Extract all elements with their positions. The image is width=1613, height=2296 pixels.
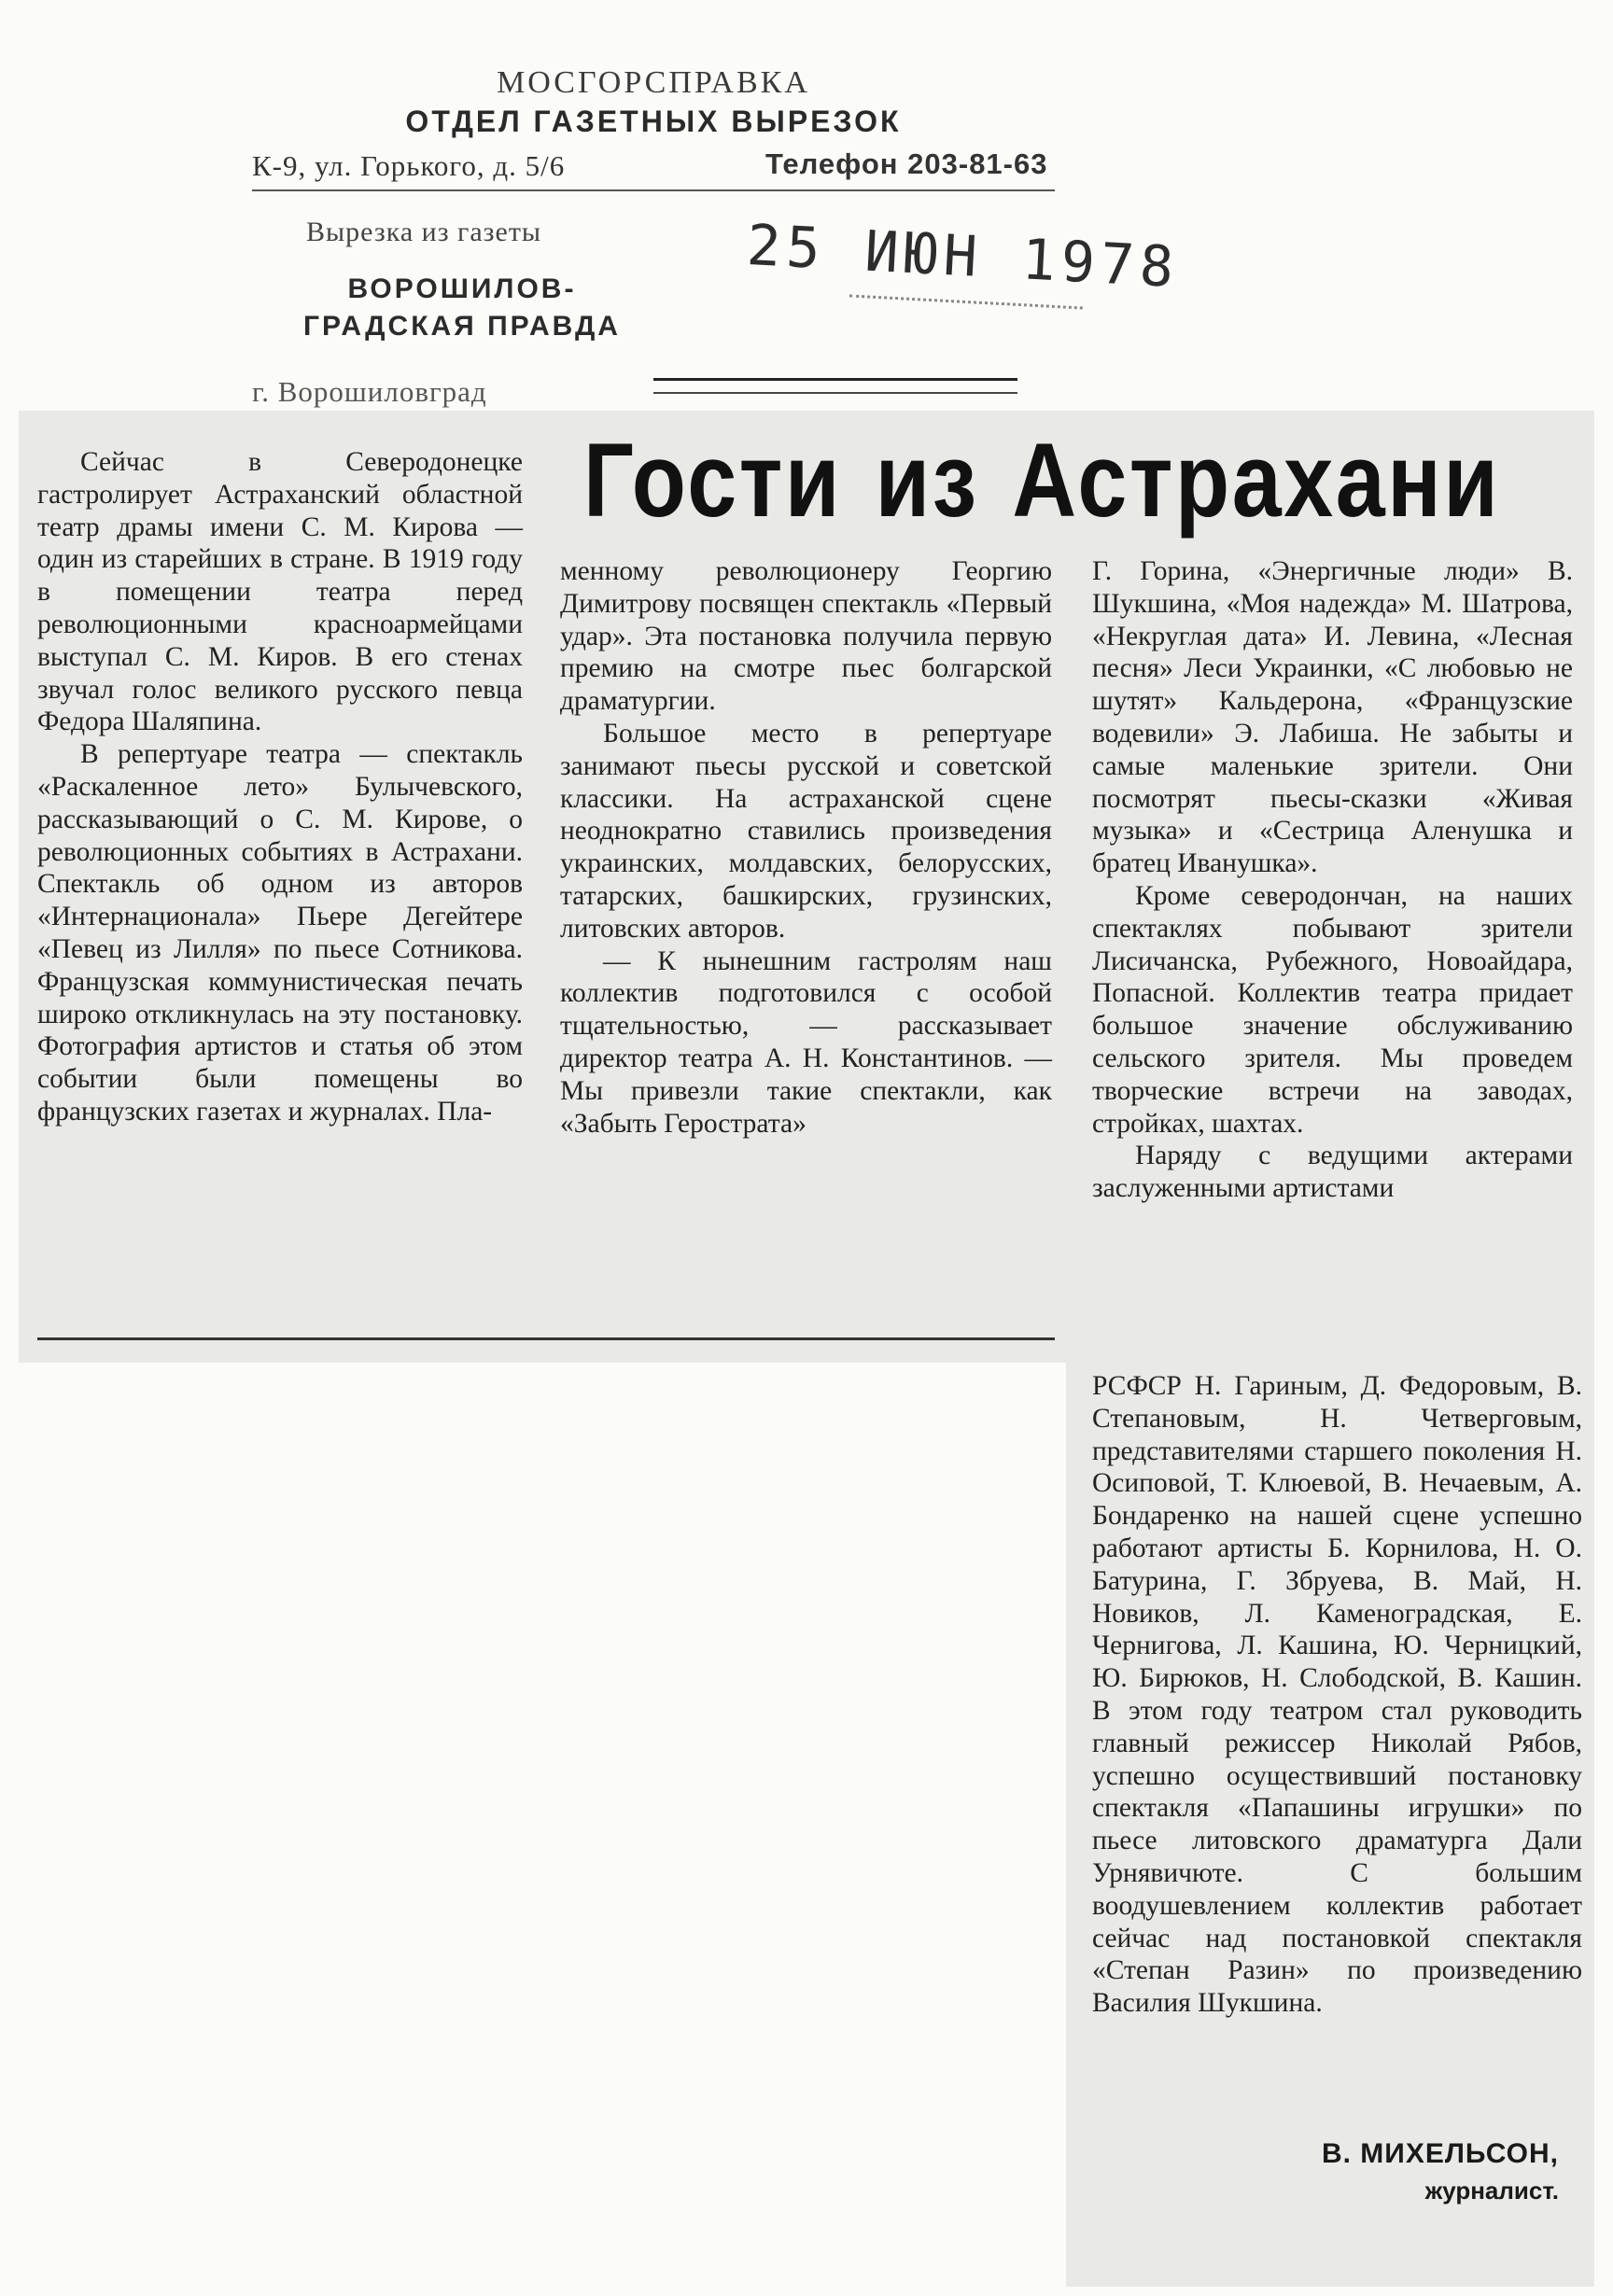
header-rule-thin [653,392,1017,394]
paragraph: Г. Горина, «Энергичные люди» В. Шукшина, «Моя надежда» М. Шатрова, «Некруглая дата» И. Левина, «Лесная песня» Леси Украинки, «С любовью не шутят» Кальдерона, «Французские водевили» Э. Лабиша. Не забыты и самые маленькие зрители. Они посмотрят пьесы-сказки «Живая музыка» и «Сестрица Аленушка и братец Иванушка». [1092,556,1573,879]
stamp-underline [849,294,1083,309]
department-name: ОТДЕЛ ГАЗЕТНЫХ ВЫРЕЗОК [405,105,902,138]
paragraph: РСФСР Н. Гариным, Д. Федоровым, В. Степановым, Н. Четверговым, представителями старшего поколения Н. Осиповой, Т. Клюевой, В. Нечаевым, А. Бондаренко на нашей сцене успешно работают артисты Б. Корнилова, Н. О. Батурина, Г. Збруева, В. Май, Н. Новиков, Л. Каменоградская, Е. Чернигова, Л. Кашина, Ю. Черницкий, Ю. Бирюков, Н. Слободской, В. Кашин. В этом году театром стал руководить главный режиссер Николай Рябов, успешно осуществивший постановку спектакля «Папашины игрушки» по пьесе литовского драматурга Дали Урнявичюте. С большим воодушевлением коллектив работает сейчас над постановкой спектакля «Степан Разин» по произведению Василия Шукшина. [1092,1371,1582,2019]
paragraph: — К нынешним гастролям наш коллектив подготовился с особой тщательностью, — рассказывает директор театра А. Н. Константинов. — Мы привезли такие спектакли, как «Забыть Герострата» [560,945,1052,1139]
header-divider [252,189,1055,191]
newspaper-name-line2: ГРАДСКАЯ ПРАВДА [303,311,621,342]
newspaper-name-line1: ВОРОШИЛОВ- [347,273,577,304]
headline-word-3: Астрахани [1012,422,1501,539]
newspaper-city: г. Ворошиловград [252,375,487,408]
agency-name: МОСГОРСПРАВКА [497,65,810,100]
newspaper-name [261,271,663,345]
article-headline [583,420,1501,541]
paragraph: менному революционеру Георгию Димитрову посвящен спектакль «Первый удар». Эта постановка получила первую премию на смотре пьес болгарской драматургии. [560,556,1052,717]
paragraph: В репертуаре театра — спектакль «Раскаленное лето» Булычевского, рассказывающий о С. М. Кирове, о революционных событиях в Астрахани. Спектакль об одном из авторов «Интернационала» Пьере Дегейтере «Певец из Лилля» по пьесе Сотникова. Французская коммунистическая печать широко откликнулась на эту постановку. Фотография артистов и статья об этом событии были помещены во французских газетах и журналах. Пла- [37,739,523,1127]
column-bottom-rule [37,1337,1055,1340]
author-role: журналист. [1424,2177,1559,2205]
clipping-source-label: Вырезка из газеты [306,217,542,247]
paragraph: Кроме северодончан, на наших спектаклях побывают зрители Лисичанска, Рубежного, Новоайдара, Попасной. Коллектив театра придает большое значение обслуживанию сельского зрителя. Мы проведем творческие встречи на заводах, стройках, шахтах. [1092,880,1573,1139]
paragraph: Сейчас в Северодонецке гастролирует Астраханский областной театр драмы имени С. М. Кирова — один из старейших в стране. В 1919 году в помещении театра перед революционными красноармейцами выступал С. М. Киров. В его стенах звучал голос великого русского певца Федора Шаляпина. [37,447,523,737]
article-column-2 [560,555,1052,1140]
paragraph: Наряду с ведущими актерами заслуженными артистами [1092,1141,1573,1204]
agency-phone: Телефон 203-81-63 [765,147,1048,180]
author-name: В. МИХЕЛЬСОН, [1321,2138,1559,2169]
headline-word-2: из [875,422,979,539]
article-column-1 [37,446,523,1128]
headline-word-1: Гости [583,422,842,539]
article-column-3 [1092,555,1573,1205]
article-column-4 [1092,1370,1582,2020]
paragraph: Большое место в репертуаре занимают пьесы русской и советской классики. На астраханской сцене неоднократно ставились произведения украинских, молдавских, белорусских, татарских, башкирских, грузинских, литовских авторов. [560,718,1052,944]
date-stamp: 25 ИЮН 1978 [745,212,1181,301]
agency-address: К-9, ул. Горького, д. 5/6 [252,149,566,182]
header-rule-thick [653,378,1017,381]
